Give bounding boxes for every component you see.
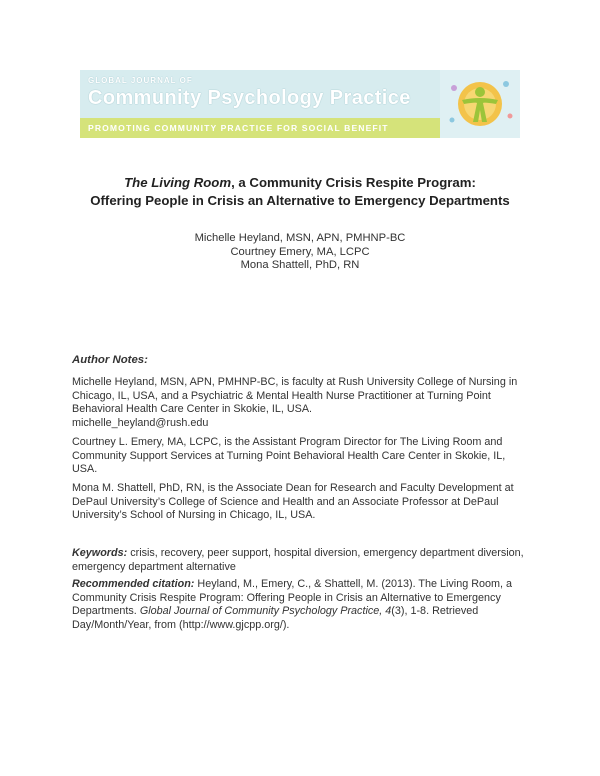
citation-part2: (3), 1-8. Retrieved Day/Month/Year, from (http://www.gjcpp.org/). xyxy=(72,605,479,631)
citation-label: Recommended citation: xyxy=(72,578,195,590)
journal-name: Community Psychology Practice xyxy=(88,87,411,109)
journal-logo xyxy=(440,70,520,138)
sun-figure-icon xyxy=(440,70,520,138)
keywords xyxy=(72,547,532,574)
title-line2: Offering People in Crisis an Alternative to Emergency Departments xyxy=(90,193,510,208)
author-notes-heading: Author Notes: xyxy=(72,354,148,366)
keywords-text: crisis, recovery, peer support, hospital diversion, emergency department diversion, emergency department alternative xyxy=(72,547,524,573)
citation-journal: Global Journal of Community Psychology Practice, 4 xyxy=(139,605,392,618)
author-3: Mona Shattell, PhD, RN xyxy=(240,259,360,271)
paper-title xyxy=(40,174,560,210)
journal-tagline: PROMOTING COMMUNITY PRACTICE FOR SOCIAL BENEFIT xyxy=(88,123,389,133)
journal-banner xyxy=(80,70,520,138)
author-list xyxy=(100,232,500,273)
author-note-1-text: Michelle Heyland, MSN, APN, PMHNP-BC, is faculty at Rush University College of Nursing in Chicago, IL, USA, and a Psychiatric & Mental Health Nurse Practitioner at Turning Point Behavioral Health Care Center in Skokie, IL, USA. xyxy=(72,376,518,416)
title-italic: The Living Room xyxy=(124,175,232,190)
title-line1-rest: , a Community Crisis Respite Program: xyxy=(231,175,476,190)
author-note-2: Courtney L. Emery, MA, LCPC, is the Assistant Program Director for The Living Room and Community Support Services at Turning Point Behavioral Health Care Center in Skokie, IL, USA. xyxy=(72,436,506,476)
author-note-1 xyxy=(72,376,532,430)
citation-part1: Heyland, M., Emery, C., & Shattell, M. (2013). The Living Room, a Community Crisis Respite Program: Offering People in Crisis an Alternative to Emergency Departments. xyxy=(72,578,513,618)
recommended-citation xyxy=(72,578,532,632)
journal-line1: GLOBAL JOURNAL OF xyxy=(88,76,193,85)
author-1: Michelle Heyland, MSN, APN, PMHNP-BC xyxy=(194,232,406,244)
author-note-3: Mona M. Shattell, PhD, RN, is the Associate Dean for Research and Faculty Development at DePaul University’s College of Science and Health and an Associate Professor at DePaul University’s School of Nursing in Chicago, IL, USA. xyxy=(72,482,514,522)
author-2: Courtney Emery, MA, LCPC xyxy=(230,245,370,258)
keywords-label: Keywords: xyxy=(72,547,128,559)
banner-tagline-bar xyxy=(80,118,440,138)
author-email: michelle_heyland@rush.edu xyxy=(72,416,209,429)
banner-top xyxy=(80,70,440,118)
